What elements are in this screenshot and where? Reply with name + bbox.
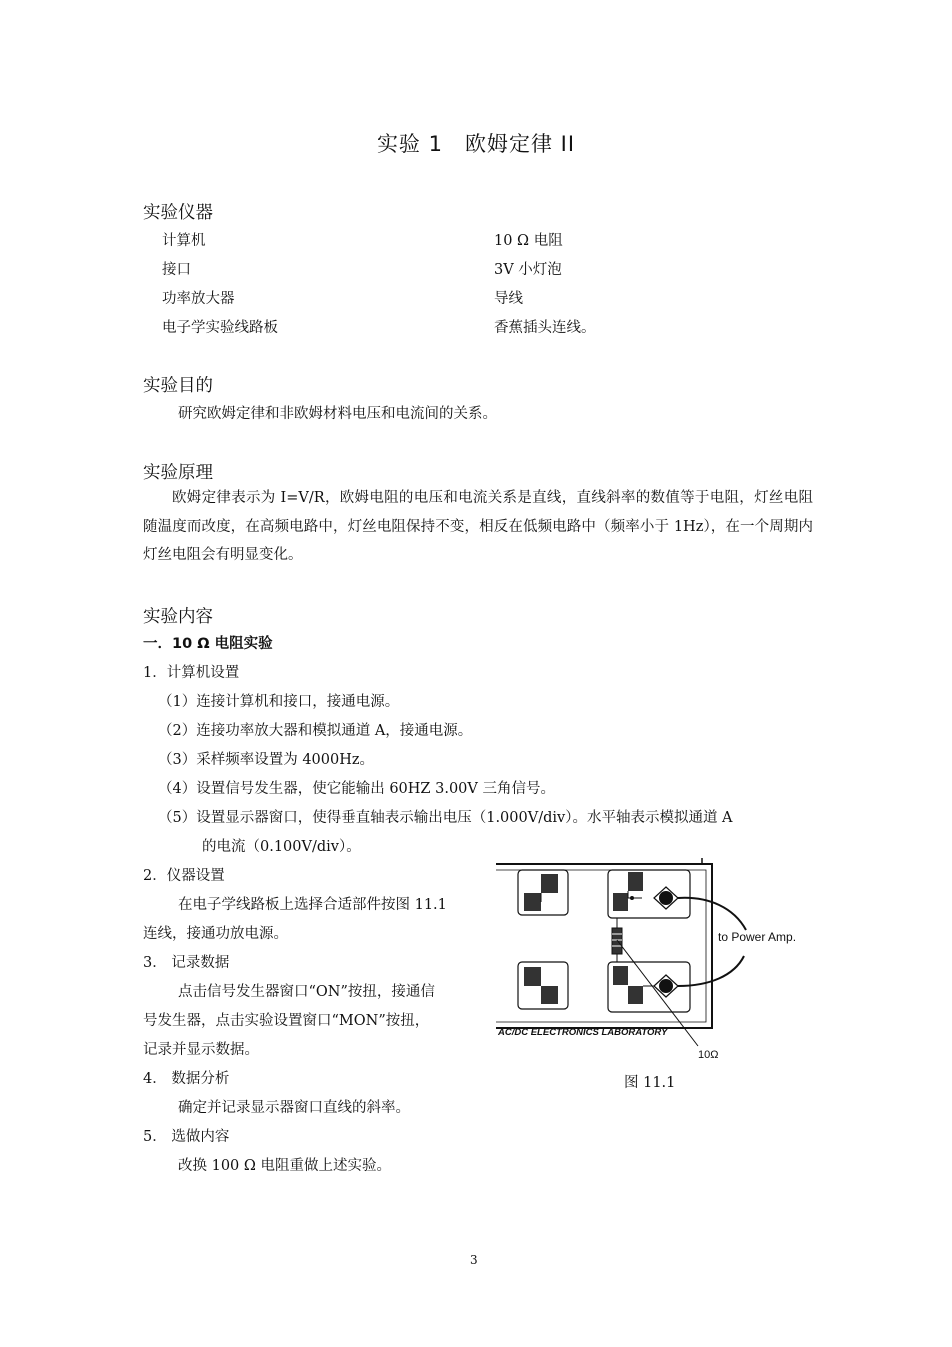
step-3-heading: 3． 记录数据 (143, 955, 230, 971)
equipment-item: 10 Ω 电阻 (494, 233, 563, 249)
step-2-text: 在电子学线路板上选择合适部件按图 11.1 (178, 897, 447, 913)
step-5-text: 改换 100 Ω 电阻重做上述实验。 (178, 1158, 392, 1174)
equipment-item: 接口 (162, 262, 191, 278)
principle-heading: 实验原理 (143, 463, 213, 483)
step-1-item-continued: 的电流（0.100V/div）。 (202, 839, 361, 855)
spring-clip (628, 986, 643, 1004)
banana-jack-socket (659, 979, 673, 993)
figure-caption: 图 11.1 (624, 1075, 676, 1091)
resistor-label: 10Ω (698, 1049, 719, 1061)
principle-text: 欧姆定律表示为 I=V/R，欧姆电阻的电压和电流关系是直线，直线斜率的数值等于电阻，灯丝电阻随温度而改度，在高频电路中，灯丝电阻保持不变，相反在低频电路中（频率小于 1Hz），在一个周期内灯丝电阻会有明显变化。 (143, 490, 813, 563)
purpose-heading: 实验目的 (143, 376, 213, 396)
step-1-item: （2）连接功率放大器和模拟通道 A，接通电源。 (158, 723, 473, 739)
equipment-item: 导线 (494, 291, 523, 307)
step-2-text: 连线，接通功放电源。 (143, 926, 288, 942)
content-heading: 实验内容 (143, 607, 213, 627)
step-1-item: （5）设置显示器窗口，使得垂直轴表示输出电压（1.000V/div）。水平轴表示模拟通道 A (158, 810, 733, 826)
spring-clip (524, 893, 541, 911)
step-2-heading: 2．仪器设置 (143, 868, 225, 884)
spring-clip (628, 872, 643, 891)
step-4-text: 确定并记录显示器窗口直线的斜率。 (178, 1100, 410, 1116)
page-title: 实验 1 欧姆定律 II (376, 132, 576, 156)
equipment-item: 电子学实验线路板 (162, 320, 278, 336)
step-5-heading: 5． 选做内容 (143, 1129, 230, 1145)
step-1-item: （3）采样频率设置为 4000Hz。 (158, 752, 375, 768)
spring-clip (541, 986, 558, 1004)
step-4-heading: 4． 数据分析 (143, 1071, 230, 1087)
power-amp-label: to Power Amp. (718, 930, 797, 944)
board-label: AC/DC ELECTRONICS LABORATORY (498, 1027, 668, 1038)
step-3-text: 号发生器，点击实验设置窗口“MON”按扭， (143, 1013, 430, 1029)
spring-clip (524, 967, 541, 986)
equipment-heading: 实验仪器 (143, 203, 213, 223)
resistor (612, 928, 622, 954)
step-1-item: （4）设置信号发生器，使它能输出 60HZ 3.00V 三角信号。 (158, 781, 555, 797)
spring-clip (613, 966, 628, 985)
step-1-item: （1）连接计算机和接口，接通电源。 (158, 694, 400, 710)
step-3-text: 点击信号发生器窗口“ON”按扭，接通信 (178, 984, 435, 1000)
spring-clip (613, 893, 628, 911)
figure-11-1 (494, 858, 806, 1068)
banana-jack-socket (659, 891, 673, 905)
step-1-heading: 1．计算机设置 (143, 665, 240, 681)
equipment-item: 香蕉插头连线。 (494, 320, 596, 336)
spring-clip (541, 874, 558, 893)
equipment-item: 计算机 (162, 233, 206, 249)
equipment-item: 功率放大器 (162, 291, 235, 307)
equipment-item: 3V 小灯泡 (494, 262, 562, 278)
part-one-heading: 一．10 Ω 电阻实验 (143, 636, 273, 652)
page-number: 3 (470, 1253, 478, 1267)
circuit-board-diagram (494, 858, 806, 1068)
purpose-text: 研究欧姆定律和非欧姆材料电压和电流间的关系。 (178, 406, 497, 422)
step-3-text: 记录并显示数据。 (143, 1042, 259, 1058)
